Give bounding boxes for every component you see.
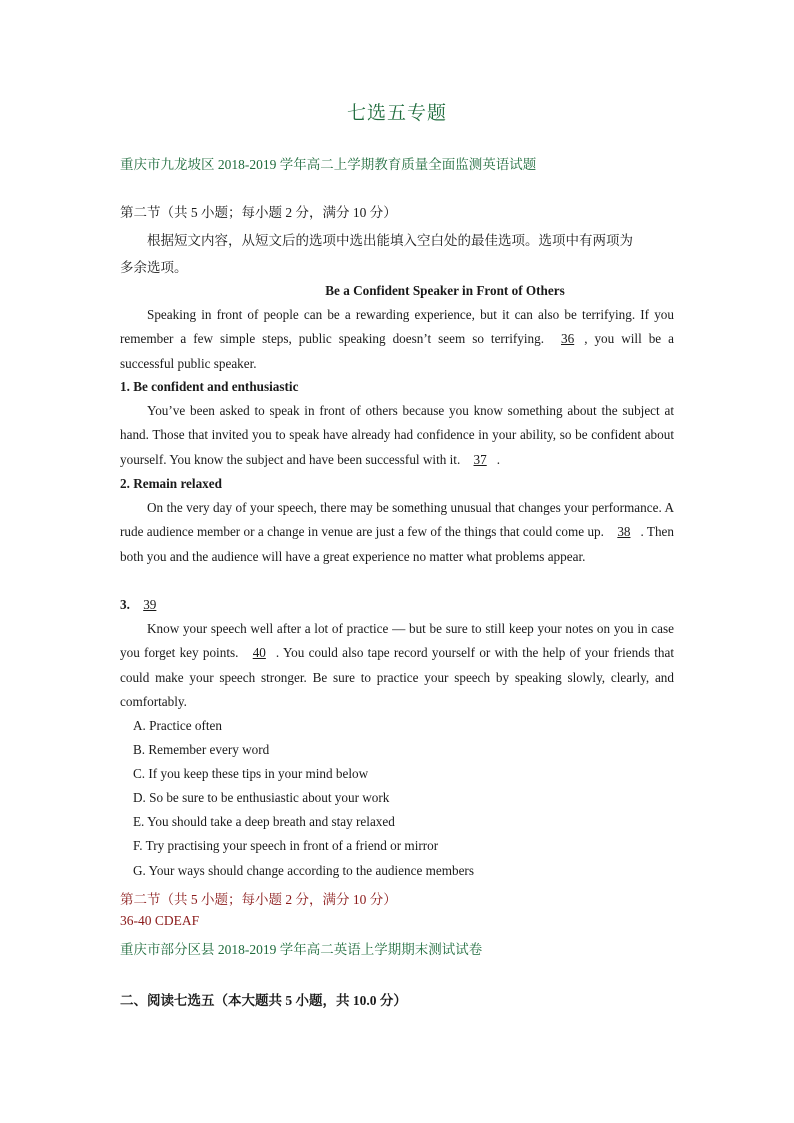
instructions-line-1: 根据短文内容，从短文后的选项中选出能填入空白处的最佳选项。选项中有两项为 (147, 233, 633, 248)
option-e: E. You should take a deep breath and stay relaxed (133, 814, 395, 830)
answer-header: 第二节（共 5 小题；每小题 2 分，满分 10 分） (120, 892, 397, 907)
subheading-2: 2. Remain relaxed (120, 476, 222, 491)
paragraph-2-text-a: You’ve been asked to speak in front of others because you know something about the subject at hand. Those that invited you to speak have already had confidence in your ability, so be confident about yourself. You know the subject and have been successful with it. (120, 403, 674, 467)
subheading-1: 1. Be confident and enthusiastic (120, 379, 299, 394)
blank-38: 38 (617, 524, 631, 540)
options-list (133, 714, 474, 883)
paragraph-3-text-b: . Then both you and the audience will have a great experience no matter what problems appear. (120, 524, 675, 564)
page-title: 七选五专题 (346, 103, 447, 124)
option-f: F. Try practising your speech in front of a friend or mirror (133, 838, 439, 854)
paragraph-4-text-b: . You could also tape record yourself or with the help of your friends that could make your speech stronger. Be sure to practice your speech by speaking slowly, clearly, and comfortably. (120, 645, 674, 709)
paragraph-4-text-a: Know your speech well after a lot of practice — but be sure to still keep your notes on you in case you forget key points. (120, 621, 674, 661)
paragraph-1 (120, 303, 674, 376)
paragraph-3 (120, 496, 674, 569)
paragraph-4 (120, 617, 674, 714)
answer-key: 36-40 CDEAF (120, 913, 200, 928)
source-heading-1: 重庆市九龙坡区 2018-2019 学年高二上学期教育质量全面监测英语试题 (120, 157, 537, 172)
subheading-3 (120, 597, 166, 613)
paragraph-3-text-a: On the very day of your speech, there may be something unusual that changes your performance. A rude audience member or a change in venue are just a few of the things that could come up. (120, 500, 674, 540)
option-b: B. Remember every word (133, 742, 270, 758)
paragraph-2-text-b: . (496, 451, 501, 467)
source-heading-2: 重庆市部分区县 2018-2019 学年高二英语上学期期末测试试卷 (120, 942, 483, 957)
part-header: 第二节（共 5 小题；每小题 2 分，满分 10 分） (120, 205, 397, 220)
blank-37: 37 (473, 451, 487, 467)
paragraph-1-text-b: , you will be a successful public speaker. (120, 331, 674, 371)
subheading-3-prefix: 3. (120, 597, 134, 612)
blank-40: 40 (252, 645, 266, 661)
part-header-2: 二、阅读七选五（本大题共 5 小题，共 10.0 分） (120, 993, 407, 1008)
paragraph-2 (120, 399, 674, 472)
paragraph-1-text-a: Speaking in front of people can be a rewarding experience, but it can also be terrifying. If you remember a few simple steps, public speaking doesn’t seem so terrifying. (120, 307, 674, 347)
instructions-line-2: 多余选项。 (120, 260, 188, 275)
blank-36: 36 (561, 331, 575, 347)
blank-39: 39 (143, 597, 157, 612)
option-c: C. If you keep these tips in your mind below (133, 766, 369, 782)
option-a: A. Practice often (133, 718, 222, 733)
passage-title: Be a Confident Speaker in Front of Others (325, 283, 565, 298)
option-g: G. Your ways should change according to the audience members (133, 862, 474, 878)
option-d: D. So be sure to be enthusiastic about your work (133, 790, 390, 806)
